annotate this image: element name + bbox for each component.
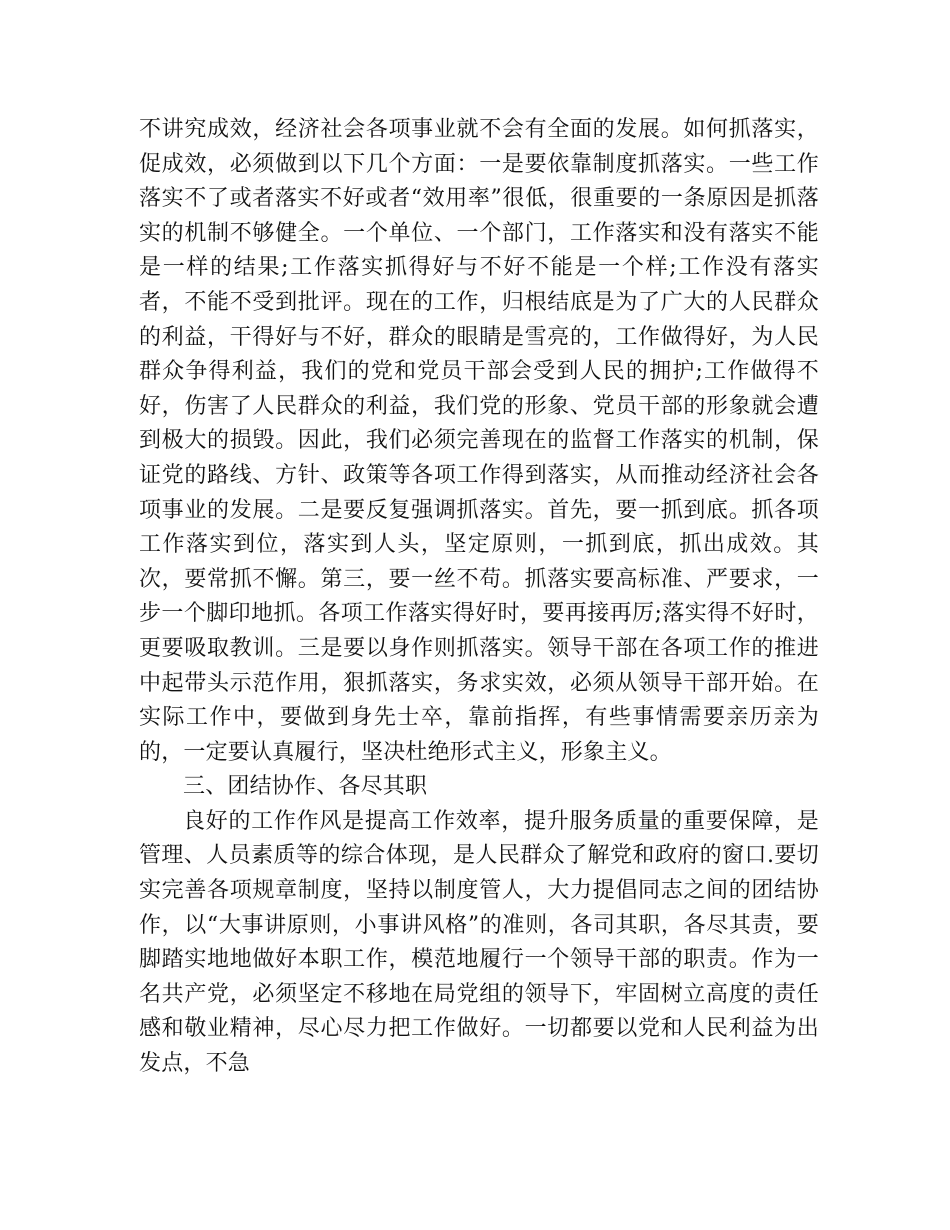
section-heading-unity: 三、团结协作、各尽其职 bbox=[183, 774, 428, 800]
paragraph-implementation: 不讲究成效，经济社会各项事业就不会有全面的发展。如何抓落实，促成效，必须做到以下几个方面：一是要依靠制度抓落实。一些工作落实不了或者落实不好或者“效用率”很低，很重要的一条原因是抓落实的机制不够健全。一个单位、一个部门，工作落实和没有落实不能是一样的结果;工作落实抓得好与不好不能是一个样;工作没有落实者，不能不受到批评。现在的工作，归根结底是为了广大的人民群众的利益，干得好与不好，群众的眼睛是雪亮的，工作做得好，为人民群众争得利益，我们的党和党员干部会受到人民的拥护;工作做得不好，伤害了人民群众的利益，我们党的形象、党员干部的形象就会遭到极大的损毁。因此，我们必须完善现在的监督工作落实的机制，保证党的路线、方针、政策等各项工作得到落实，从而推动经济社会各项事业的发展。二是要反复强调抓落实。首先，要一抓到底。抓各项工作落实到位，落实到人头，坚定原则，一抓到底，抓出成效。其次，要常抓不懈。第三，要一丝不苟。抓落实要高标准、严要求，一步一个脚印地抓。各项工作落实得好时，要再接再厉;落实得不好时，更要吸取教训。三是要以身作则抓落实。领导干部在各项工作的推进中起带头示范作用，狠抓落实，务求实效，必须从领导干部开始。在实际工作中，要做到身先士卒，靠前指挥，有些事情需要亲历亲为的，一定要认真履行，坚决杜绝形式主义，形象主义。 bbox=[139, 117, 819, 765]
document-body bbox=[139, 113, 819, 1082]
paragraph-work-style: 良好的工作作风是提高工作效率，提升服务质量的重要保障，是管理、人员素质等的综合体现，是人民群众了解党和政府的窗口.要切实完善各项规章制度，坚持以制度管人，大力提倡同志之间的团结协作，以“大事讲原则，小事讲风格”的准则，各司其职，各尽其责，要脚踏实地地做好本职工作，模范地履行一个领导干部的职责。作为一名共产党，必须坚定不移地在局党组的领导下，牢固树立高度的责任感和敬业精神，尽心尽力把工作做好。一切都要以党和人民利益为出发点，不急 bbox=[139, 808, 819, 1077]
